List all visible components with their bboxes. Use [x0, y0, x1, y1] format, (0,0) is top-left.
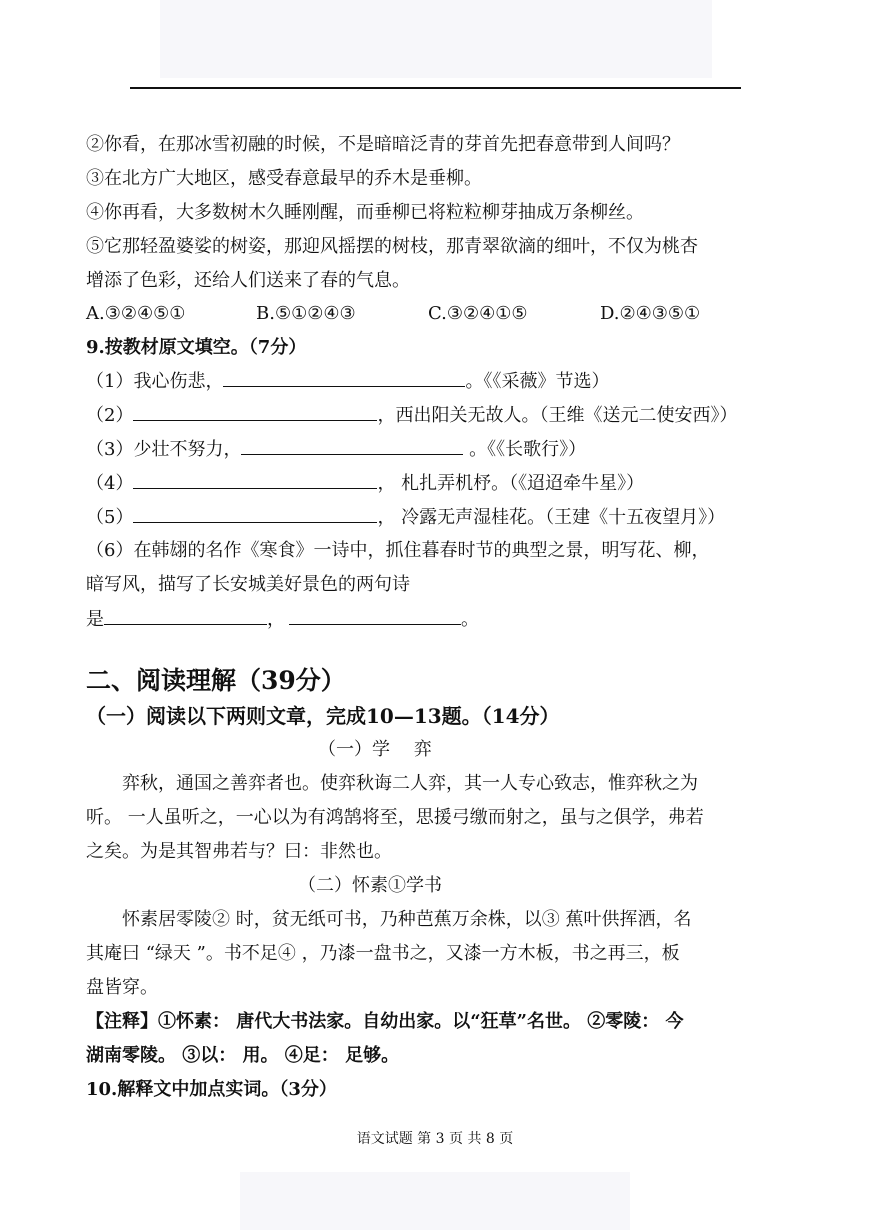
q9-item-num: （2） [86, 405, 134, 426]
answer-blank[interactable] [133, 505, 377, 523]
notes-line1 [86, 1010, 684, 1034]
header-rule [130, 87, 741, 89]
q9-item-num: （5） [86, 507, 134, 528]
q8-option-c[interactable]: C.③②④①⑤ [428, 303, 528, 324]
order-item-4: ④你再看，大多数树木久睡刚醒，而垂柳已将粒粒柳芽抽成万条柳丝。 [86, 202, 644, 223]
answer-blank[interactable] [133, 471, 377, 489]
answer-blank[interactable] [133, 403, 377, 421]
q9-item-post: ， 冷露无声湿桂花。（王建《十五夜望月》） [377, 507, 726, 528]
answer-blank[interactable] [289, 607, 461, 625]
answer-blank[interactable] [241, 437, 463, 455]
order-item-5-cont: 增添了色彩，还给人们送来了春的气息。 [86, 270, 410, 291]
q9-item-6-line3 [86, 607, 479, 632]
notes-label: 【注释】 [86, 1011, 158, 1032]
q8-options [86, 302, 700, 326]
q8-option-d[interactable]: D.②④③⑤① [600, 303, 701, 324]
text1-title: （一）学 弈 [318, 739, 432, 760]
notes-line2: 湖南零陵。 ③以： 用。 ④足： 足够。 [86, 1045, 400, 1066]
q9-item6-end: 。 [461, 609, 479, 630]
text1-line: 之矣。为是其智弗若与？曰：非然也。 [86, 841, 392, 862]
text2-line: 怀素居零陵② 时，贫无纸可书，乃种芭蕉万余株，以③ 蕉叶供挥洒，名 [122, 909, 692, 930]
scan-shade-top [160, 0, 712, 78]
text1-line: 听。 一人虽听之，一心以为有鸿鹄将至，思援弓缴而射之，虽与之俱学，弗若 [86, 807, 704, 828]
q9-item-post: 。《《采薇》节选） [465, 371, 610, 392]
q10-title: 10.解释文中加点实词。（3分） [86, 1079, 337, 1100]
section-heading: 二、阅读理解（39分） [86, 666, 346, 695]
q9-item-1 [86, 369, 609, 394]
q9-item-6-line1: （6）在韩翃的名作《寒食》一诗中，抓住暮春时节的典型之景，明写花、柳， [86, 540, 710, 561]
q9-item-post: 。《《长歌行》） [463, 439, 587, 460]
q9-item-post: ，西出阳关无故人。（王维《送元二使安西》） [377, 405, 738, 426]
q9-item6-pre: 是 [86, 609, 104, 630]
q8-option-b[interactable]: B.⑤①②④③ [256, 303, 356, 324]
text1-line: 弈秋，通国之善弈者也。使弈秋诲二人弈，其一人专心致志，惟弈秋之为 [122, 773, 698, 794]
notes-text: ①怀素： 唐代大书法家。自幼出家。以“狂草”名世。 ②零陵： 今 [158, 1011, 684, 1032]
q9-title: 9.按教材原文填空。（7分） [86, 337, 307, 358]
q9-item-num: （3） [86, 439, 134, 460]
answer-blank[interactable] [223, 369, 465, 387]
q9-item-5 [86, 505, 725, 530]
subsection-heading: （一）阅读以下两则文章，完成10—13题。（14分） [86, 704, 560, 728]
scan-shade-bottom [240, 1172, 630, 1230]
page-footer: 语文试题 第 3 页 共 8 页 [356, 1131, 514, 1147]
q9-item-4 [86, 471, 644, 496]
text2-line: 其庵曰 “绿天 ”。书不足④ ，乃漆一盘书之，又漆一方木板，书之再三，板 [86, 943, 680, 964]
order-item-5: ⑤它那轻盈婆娑的树姿，那迎风摇摆的树枝，那青翠欲滴的细叶，不仅为桃杏 [86, 236, 698, 257]
text2-title: （二）怀素①学书 [298, 875, 442, 896]
q9-item-pre: 我心伤悲， [133, 371, 224, 392]
q9-item-2 [86, 403, 737, 428]
q9-item-num: （1） [86, 371, 134, 392]
q9-item-num: （4） [86, 473, 134, 494]
q9-item-6-line2: 暗写风，描写了长安城美好景色的两句诗 [86, 574, 410, 595]
q9-item-post: ， 札扎弄机杼。（《迢迢牵牛星》） [377, 473, 645, 494]
q8-option-a[interactable]: A.③②④⑤① [86, 303, 186, 324]
text2-line: 盘皆穿。 [86, 977, 158, 998]
order-item-2: ②你看，在那冰雪初融的时候，不是暗暗泛青的芽首先把春意带到人间吗？ [86, 134, 680, 155]
q9-item6-sep: ， [267, 609, 285, 630]
answer-blank[interactable] [104, 607, 267, 625]
order-item-3: ③在北方广大地区，感受春意最早的乔木是垂柳。 [86, 168, 482, 189]
q9-item-3 [86, 437, 586, 462]
q9-item-pre: 少壮不努力， [133, 439, 242, 460]
